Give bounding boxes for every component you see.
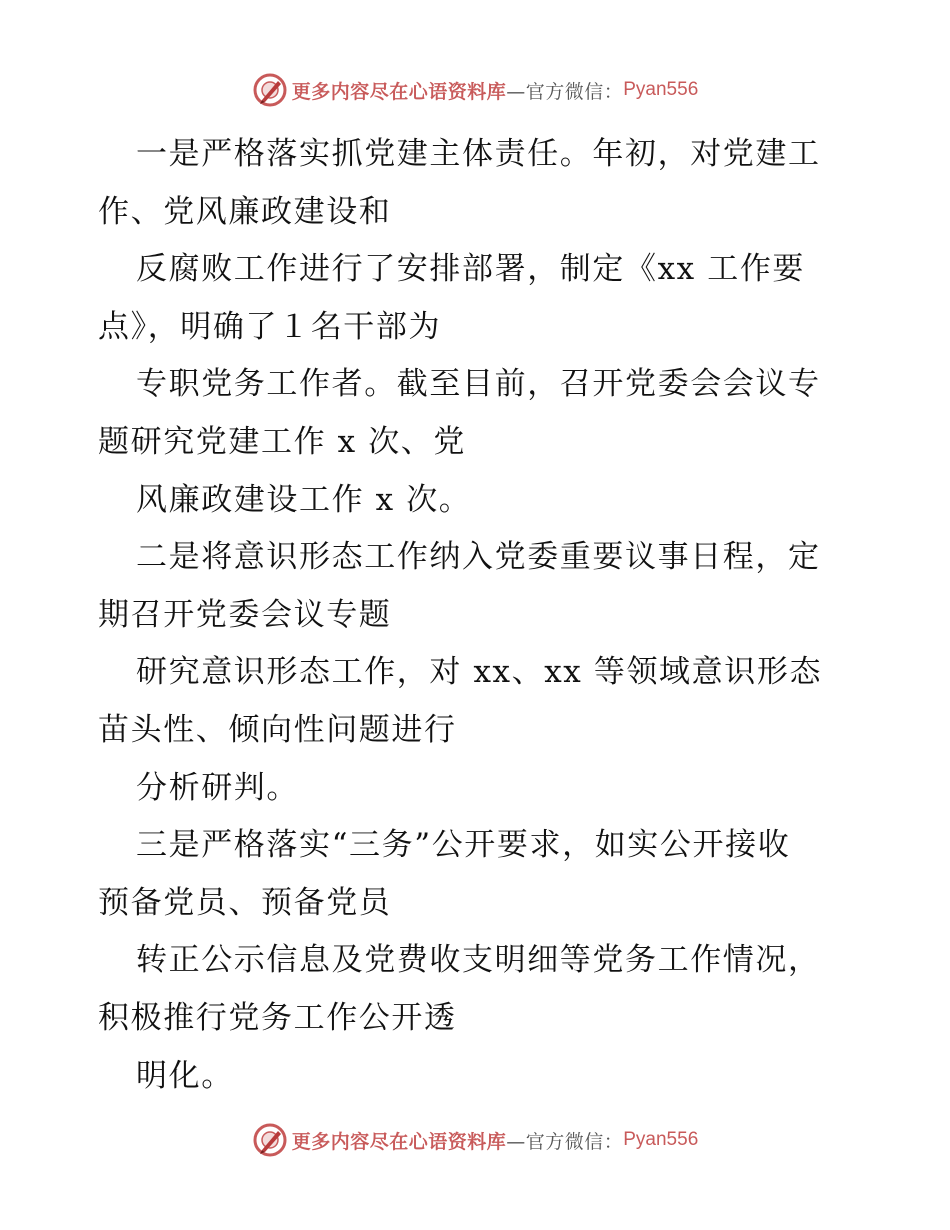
watermark-sub-text: —官方微信：: [506, 1130, 624, 1153]
text-line: 研究意识形态工作，对 xx、xx 等领域意识形态: [136, 654, 823, 691]
text-line: 反腐败工作进行了安排部署，制定《xx 工作要: [136, 251, 806, 288]
text-line: 明化。: [136, 1057, 234, 1094]
text-line: 期召开党委会议专题: [98, 596, 392, 633]
footer-watermark: [0, 1120, 950, 1160]
text-line: 预备党员、预备党员: [98, 884, 392, 921]
watermark-main-text: 更多内容尽在心语资料库: [291, 1130, 507, 1153]
watermark-sub-text: —官方微信：: [506, 80, 624, 103]
watermark-wechat-id: Pyan556: [623, 79, 699, 100]
watermark-wechat-id: Pyan556: [623, 1129, 699, 1150]
header-watermark: [0, 70, 950, 110]
pen-logo-icon: [252, 1122, 288, 1158]
text-line: 积极推行党务工作公开透: [98, 999, 457, 1036]
watermark-main-text: 更多内容尽在心语资料库: [291, 80, 507, 103]
text-line: 三是严格落实“三务”公开要求，如实公开接收: [136, 827, 791, 864]
text-line: 二是将意识形态工作纳入党委重要议事日程，定: [136, 539, 821, 576]
document-body: [98, 126, 868, 1105]
text-line: 分析研判。: [136, 769, 299, 806]
text-line: 点》，明确了１名干部为: [98, 308, 442, 345]
pen-logo-icon: [252, 72, 288, 108]
text-line: 转正公示信息及党费收支明细等党务工作情况，: [136, 942, 821, 979]
text-line: 一是严格落实抓党建主体责任。年初，对党建工: [136, 136, 821, 172]
text-line: 题研究党建工作 x 次、党: [98, 423, 466, 460]
text-line: 风廉政建设工作 x 次。: [136, 481, 472, 518]
text-line: 作、党风廉政建设和: [98, 193, 392, 230]
text-line: 专职党务工作者。截至目前，召开党委会会议专: [136, 366, 821, 403]
text-line: 苗头性、倾向性问题进行: [98, 711, 457, 748]
